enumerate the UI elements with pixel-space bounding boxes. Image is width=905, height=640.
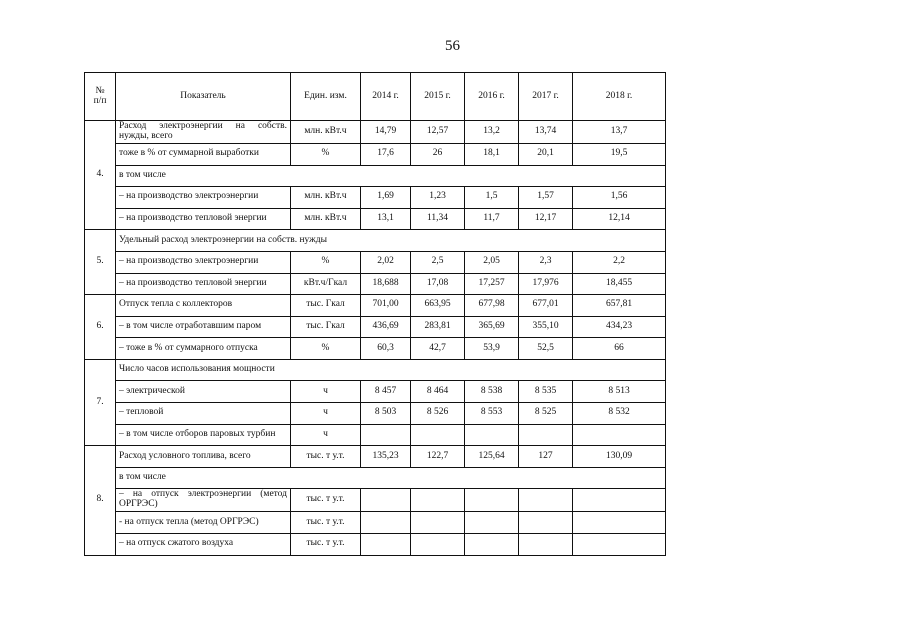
indicator-name: – в том числе отборов паровых турбин xyxy=(116,424,291,446)
value-cell: 13,7 xyxy=(573,121,666,144)
unit-cell: тыс. т у.т. xyxy=(291,489,361,512)
table-row xyxy=(85,512,666,534)
value-cell: 8 532 xyxy=(573,403,666,425)
value-cell: 42,7 xyxy=(411,338,465,360)
unit-cell: тыс. Гкал xyxy=(291,295,361,317)
header-year: 2016 г. xyxy=(465,73,519,121)
value-cell: 436,69 xyxy=(361,316,411,338)
value-cell xyxy=(519,512,573,534)
indicator-name: – электрической xyxy=(116,381,291,403)
value-cell xyxy=(361,533,411,555)
section-heading: Удельный расход электроэнергии на собств. нужды xyxy=(116,230,666,252)
indicator-name: – на производство электроэнергии xyxy=(116,187,291,209)
value-cell: 8 464 xyxy=(411,381,465,403)
value-cell: 434,23 xyxy=(573,316,666,338)
value-cell: 2,05 xyxy=(465,251,519,273)
value-cell: 19,5 xyxy=(573,143,666,165)
row-number-cell: 7. xyxy=(85,359,116,445)
header-year: 2014 г. xyxy=(361,73,411,121)
table-row xyxy=(85,489,666,512)
value-cell xyxy=(519,533,573,555)
row-number-cell: 4. xyxy=(85,121,116,230)
table-row xyxy=(85,424,666,446)
section-row xyxy=(85,165,666,187)
value-cell: 18,688 xyxy=(361,273,411,295)
unit-cell: тыс. Гкал xyxy=(291,316,361,338)
indicator-name: – на отпуск сжатого воздуха xyxy=(116,533,291,555)
value-cell: 20,1 xyxy=(519,143,573,165)
value-cell: 1,56 xyxy=(573,187,666,209)
value-cell: 13,1 xyxy=(361,208,411,230)
table-row xyxy=(85,273,666,295)
value-cell: 13,74 xyxy=(519,121,573,144)
value-cell: 657,81 xyxy=(573,295,666,317)
unit-cell: % xyxy=(291,338,361,360)
value-cell: 66 xyxy=(573,338,666,360)
value-cell: 1,5 xyxy=(465,187,519,209)
value-cell: 11,7 xyxy=(465,208,519,230)
value-cell: 17,08 xyxy=(411,273,465,295)
unit-cell: млн. кВт.ч xyxy=(291,208,361,230)
table-body xyxy=(85,121,666,556)
indicator-name: – на отпуск электроэнергии (метод ОРГРЭС) xyxy=(116,489,291,512)
value-cell xyxy=(519,489,573,512)
value-cell xyxy=(411,533,465,555)
value-cell: 677,98 xyxy=(465,295,519,317)
indicator-name: – на производство тепловой энергии xyxy=(116,273,291,295)
unit-cell: млн. кВт.ч xyxy=(291,187,361,209)
table-row xyxy=(85,403,666,425)
indicator-name: Отпуск тепла с коллекторов xyxy=(116,295,291,317)
header-year: 2015 г. xyxy=(411,73,465,121)
row-number-cell: 5. xyxy=(85,230,116,295)
value-cell: 8 513 xyxy=(573,381,666,403)
value-cell: 8 525 xyxy=(519,403,573,425)
value-cell: 17,6 xyxy=(361,143,411,165)
table-row xyxy=(85,187,666,209)
section-heading: в том числе xyxy=(116,467,666,489)
section-heading: Число часов использования мощности xyxy=(116,359,666,381)
value-cell: 283,81 xyxy=(411,316,465,338)
indicator-name: Расход электроэнергии на собств. нужды, всего xyxy=(116,121,291,144)
value-cell xyxy=(361,424,411,446)
section-row xyxy=(85,230,666,252)
table-row xyxy=(85,381,666,403)
header-year: 2017 г. xyxy=(519,73,573,121)
indicator-name: – тоже в % от суммарного отпуска xyxy=(116,338,291,360)
value-cell: 53,9 xyxy=(465,338,519,360)
value-cell: 12,17 xyxy=(519,208,573,230)
value-cell: 355,10 xyxy=(519,316,573,338)
value-cell: 8 503 xyxy=(361,403,411,425)
value-cell: 17,257 xyxy=(465,273,519,295)
unit-cell: ч xyxy=(291,403,361,425)
unit-cell: млн. кВт.ч xyxy=(291,121,361,144)
section-heading: в том числе xyxy=(116,165,666,187)
unit-cell: ч xyxy=(291,424,361,446)
value-cell: 2,2 xyxy=(573,251,666,273)
header-num: № п/п xyxy=(85,73,116,121)
value-cell: 26 xyxy=(411,143,465,165)
value-cell: 8 535 xyxy=(519,381,573,403)
value-cell xyxy=(573,512,666,534)
indicator-name: тоже в % от суммарной выработки xyxy=(116,143,291,165)
table-row xyxy=(85,208,666,230)
value-cell xyxy=(361,512,411,534)
value-cell: 1,57 xyxy=(519,187,573,209)
header-unit: Един. изм. xyxy=(291,73,361,121)
value-cell: 18,455 xyxy=(573,273,666,295)
value-cell xyxy=(573,424,666,446)
indicators-table xyxy=(84,72,666,556)
unit-cell: кВт.ч/Гкал xyxy=(291,273,361,295)
indicator-name: – тепловой xyxy=(116,403,291,425)
header-year: 2018 г. xyxy=(573,73,666,121)
value-cell: 2,5 xyxy=(411,251,465,273)
value-cell: 13,2 xyxy=(465,121,519,144)
value-cell: 12,14 xyxy=(573,208,666,230)
value-cell: 12,57 xyxy=(411,121,465,144)
row-number-cell: 8. xyxy=(85,446,116,555)
table-row xyxy=(85,446,666,468)
value-cell: 17,976 xyxy=(519,273,573,295)
value-cell: 1,69 xyxy=(361,187,411,209)
table-row xyxy=(85,143,666,165)
row-number-cell: 6. xyxy=(85,295,116,360)
value-cell: 2,02 xyxy=(361,251,411,273)
indicator-name: – в том числе отработавшим паром xyxy=(116,316,291,338)
table-row xyxy=(85,533,666,555)
value-cell: 135,23 xyxy=(361,446,411,468)
header-row xyxy=(85,73,666,121)
table-row xyxy=(85,295,666,317)
value-cell: 125,64 xyxy=(465,446,519,468)
value-cell xyxy=(465,424,519,446)
value-cell xyxy=(361,489,411,512)
unit-cell: тыс. т у.т. xyxy=(291,446,361,468)
value-cell xyxy=(465,489,519,512)
value-cell xyxy=(519,424,573,446)
value-cell xyxy=(573,489,666,512)
value-cell: 8 457 xyxy=(361,381,411,403)
unit-cell: % xyxy=(291,251,361,273)
table-row xyxy=(85,316,666,338)
value-cell xyxy=(411,512,465,534)
value-cell: 677,01 xyxy=(519,295,573,317)
page-number: 56 xyxy=(445,38,460,54)
value-cell xyxy=(573,533,666,555)
unit-cell: тыс. т у.т. xyxy=(291,533,361,555)
section-row xyxy=(85,467,666,489)
value-cell: 122,7 xyxy=(411,446,465,468)
value-cell: 2,3 xyxy=(519,251,573,273)
section-row xyxy=(85,359,666,381)
value-cell: 8 538 xyxy=(465,381,519,403)
unit-cell: ч xyxy=(291,381,361,403)
table-row xyxy=(85,338,666,360)
value-cell: 1,23 xyxy=(411,187,465,209)
unit-cell: тыс. т у.т. xyxy=(291,512,361,534)
table-row xyxy=(85,251,666,273)
value-cell xyxy=(465,512,519,534)
indicator-name: – на производство тепловой энергии xyxy=(116,208,291,230)
indicator-name: - на отпуск тепла (метод ОРГРЭС) xyxy=(116,512,291,534)
value-cell: 18,1 xyxy=(465,143,519,165)
value-cell xyxy=(465,533,519,555)
value-cell: 701,00 xyxy=(361,295,411,317)
value-cell: 365,69 xyxy=(465,316,519,338)
unit-cell: % xyxy=(291,143,361,165)
value-cell: 60,3 xyxy=(361,338,411,360)
value-cell: 8 526 xyxy=(411,403,465,425)
table-row xyxy=(85,121,666,144)
indicator-name: Расход условного топлива, всего xyxy=(116,446,291,468)
value-cell xyxy=(411,489,465,512)
value-cell: 8 553 xyxy=(465,403,519,425)
value-cell: 14,79 xyxy=(361,121,411,144)
value-cell: 130,09 xyxy=(573,446,666,468)
value-cell xyxy=(411,424,465,446)
value-cell: 52,5 xyxy=(519,338,573,360)
value-cell: 127 xyxy=(519,446,573,468)
value-cell: 11,34 xyxy=(411,208,465,230)
indicator-name: – на производство электроэнергии xyxy=(116,251,291,273)
header-indicator: Показатель xyxy=(116,73,291,121)
value-cell: 663,95 xyxy=(411,295,465,317)
